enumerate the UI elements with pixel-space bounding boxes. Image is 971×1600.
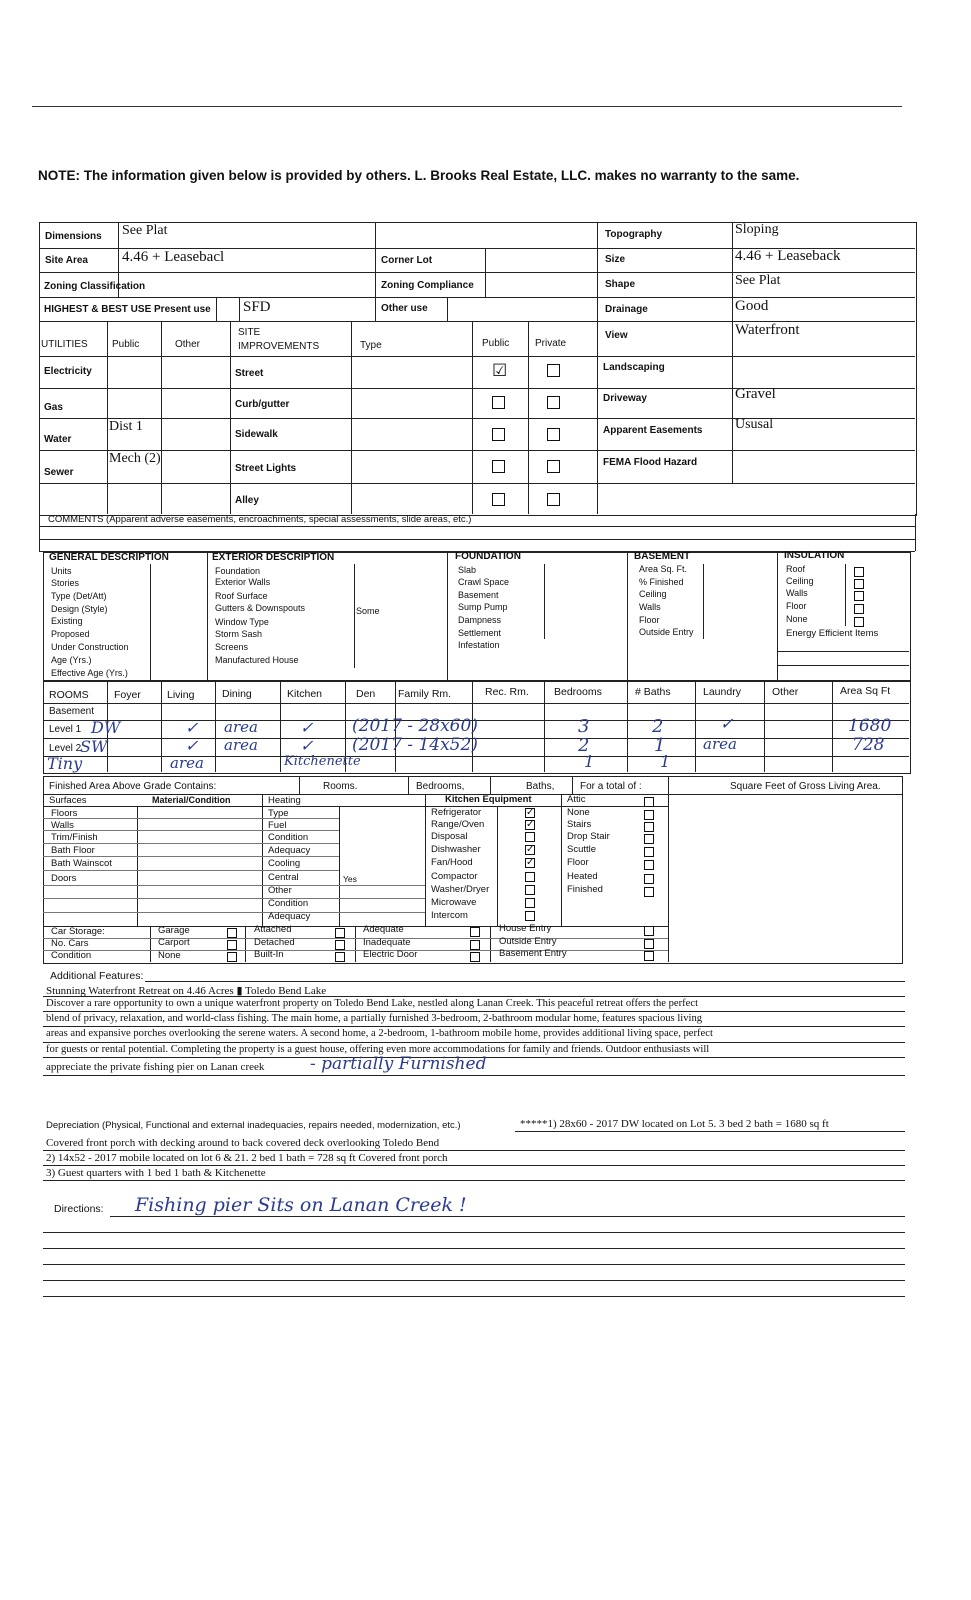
interior-item: Trim/Finish (51, 832, 98, 843)
kitchen-item: Dishwasher (431, 844, 481, 855)
kitchen-item: Microwave (431, 897, 477, 908)
tiny-baths: 1 (660, 752, 671, 771)
finished-label: Finished Area Above Grade Contains: (49, 781, 217, 792)
basement-item: Area Sq. Ft. (639, 564, 688, 574)
electricity-label: Electricity (44, 366, 92, 377)
level1-baths: 2 (652, 716, 664, 737)
driveway-label: Driveway (603, 393, 647, 404)
drainage-value: Good (735, 298, 769, 314)
corner-lot-label: Corner Lot (381, 255, 433, 266)
curb-private-checkbox[interactable] (547, 396, 560, 409)
level1-type: DW (91, 718, 121, 737)
water-label: Water (44, 434, 72, 445)
attic-heated-checkbox[interactable] (644, 874, 654, 884)
other-header: Other (772, 686, 799, 698)
attic-stairs-checkbox[interactable] (644, 822, 654, 832)
other-use-label: Other use (381, 303, 428, 314)
dishwasher-checkbox[interactable]: ✓ (526, 844, 535, 855)
exterior-item: Manufactured House (215, 655, 299, 665)
kitchen-title: Kitchen Equipment (445, 794, 532, 805)
area-header: Area Sq Ft (840, 685, 891, 697)
level2-kitchen: ✓ (300, 736, 314, 755)
tiny-bedrooms: 1 (584, 752, 595, 771)
car-entry: Outside Entry (499, 936, 557, 947)
laundry-header: Laundry (703, 686, 741, 698)
heating-item: Adequacy (268, 911, 311, 922)
interior-item: Walls (51, 820, 74, 831)
level2-laundry: area (703, 735, 737, 753)
rec-header: Rec. Rm. (485, 686, 529, 698)
exterior-title: EXTERIOR DESCRIPTION (212, 552, 335, 563)
additional-line: for guests or rental potential. Completing the property is a guest house, offering even more accommodations for family and friends. Outdoor enthusiasts will (46, 1044, 710, 1055)
exterior-item: Exterior Walls (215, 577, 271, 587)
tiny-living: area (170, 754, 204, 772)
insulation-none-checkbox[interactable] (854, 617, 864, 627)
rooms-header: ROOMS (49, 689, 89, 701)
insulation-ceiling-checkbox[interactable] (854, 579, 864, 589)
compactor-checkbox[interactable] (525, 872, 535, 882)
finished-baths: Baths, (526, 781, 555, 792)
adequate-checkbox[interactable] (470, 927, 480, 937)
additional-label: Additional Features: (50, 970, 144, 982)
depreciation-line: 3) Guest quarters with 1 bed 1 bath & Kitchenette (46, 1167, 266, 1179)
additional-line: Stunning Waterfront Retreat on 4.46 Acres ▮ Toledo Bend Lake (46, 985, 327, 997)
car-att: Detached (254, 937, 295, 948)
comments-label: COMMENTS (Apparent adverse easements, encroachments, special assessments, slide areas, etc.) (48, 514, 472, 525)
heating-item: Condition (268, 832, 309, 843)
street-public-checkbox[interactable]: ☑ (492, 361, 508, 380)
level2-bedrooms: 2 (578, 735, 590, 756)
foundation-item: Dampness (458, 615, 502, 625)
kitchen-item: Compactor (431, 871, 478, 882)
curb-public-checkbox[interactable] (492, 396, 505, 409)
attic-item: None (567, 807, 590, 818)
material-label: Material/Condition (152, 795, 231, 805)
attic-floor-checkbox[interactable] (644, 860, 654, 870)
tiny-label: Tiny (47, 754, 83, 773)
attic-item: Heated (567, 871, 598, 882)
hbu-value: SFD (243, 299, 271, 315)
depreciation-value: *****1) 28x60 - 2017 DW located on Lot 5. 3 bed 2 bath = 1680 sq ft (520, 1118, 829, 1130)
interior-item: Doors (51, 873, 77, 884)
top-rule (32, 106, 902, 107)
builtin-checkbox[interactable] (335, 952, 345, 962)
attic-item: Stairs (567, 819, 592, 830)
insulation-roof-checkbox[interactable] (854, 567, 864, 577)
heating-item: Type (268, 808, 289, 819)
dimensions-value: See Plat (122, 223, 168, 238)
attic-scuttle-checkbox[interactable] (644, 847, 654, 857)
additional-handwritten: - partially Furnished (310, 1054, 487, 1074)
fema-label: FEMA Flood Hazard (603, 457, 698, 468)
level1-dining: area (224, 718, 258, 736)
den-header: Den (356, 688, 376, 700)
utilities-header: UTILITIES (41, 339, 88, 350)
baths-header: # Baths (635, 686, 671, 698)
drainage-label: Drainage (605, 304, 648, 315)
site-improvements-header-2: IMPROVEMENTS (238, 341, 320, 352)
shape-value: See Plat (735, 273, 781, 288)
landscaping-label: Landscaping (603, 362, 665, 373)
public-header: Public (482, 338, 510, 349)
additional-line: appreciate the private fishing pier on Lanan creek (46, 1061, 265, 1073)
driveway-value: Gravel (735, 386, 776, 402)
directions-value: Fishing pier Sits on Lanan Creek ! (135, 1194, 467, 1216)
curb-label: Curb/gutter (235, 399, 290, 410)
foundation-item: Infestation (458, 640, 500, 650)
surfaces-label: Surfaces (49, 795, 87, 806)
microwave-checkbox[interactable] (525, 898, 535, 908)
depreciation-line: Covered front porch with decking around to back covered deck overlooking Toledo Bend (46, 1137, 440, 1149)
attic-none-checkbox[interactable] (644, 810, 654, 820)
kitchen-header: Kitchen (287, 688, 323, 700)
zoning-class-label: Zoning Classification (44, 281, 146, 292)
insulation-item: Walls (786, 588, 808, 598)
insulation-item: Roof (786, 564, 806, 574)
utilities-other-header: Other (175, 339, 201, 350)
attic-item: Attic (567, 794, 586, 805)
alley-private-checkbox[interactable] (547, 493, 560, 506)
attic-item: Scuttle (567, 844, 597, 855)
detached-checkbox[interactable] (335, 940, 345, 950)
hbu-label: HIGHEST & BEST USE Present use (44, 304, 211, 315)
shape-label: Shape (605, 279, 636, 290)
heating-item: Central (268, 872, 299, 883)
site-area-label: Site Area (45, 255, 88, 266)
level1-laundry: ✓ (720, 714, 734, 733)
car-att: Attached (254, 924, 292, 935)
topography-value: Sloping (735, 222, 779, 237)
size-label: Size (605, 254, 626, 265)
easements-label: Apparent Easements (603, 425, 703, 436)
car-adequacy: Electric Door (363, 949, 418, 960)
general-item: Design (Style) (51, 604, 108, 614)
general-item: Stories (51, 578, 80, 588)
site-area-value: 4.46 + Leasebacl (122, 249, 225, 265)
basement-item: % Finished (639, 577, 684, 587)
view-value: Waterfront (735, 322, 800, 338)
level2-area: 728 (852, 735, 885, 755)
disclaimer-note: NOTE: The information given below is provided by others. L. Brooks Real Estate, LLC. makes no warranty to the same. (38, 168, 800, 183)
house-entry-checkbox[interactable] (644, 926, 654, 936)
exterior-item: Screens (215, 642, 249, 652)
attic-item: Floor (567, 857, 589, 868)
bedrooms-header: Bedrooms (554, 686, 602, 698)
foundation-title: FOUNDATION (455, 551, 521, 562)
level1-den: (2017 - 28x60) (352, 716, 478, 736)
level2-living: ✓ (185, 736, 199, 755)
sewer-label: Sewer (44, 467, 74, 478)
level1-bedrooms: 3 (578, 716, 590, 737)
basement-row-label: Basement (49, 706, 95, 717)
energy-label: Energy Efficient Items (786, 628, 879, 639)
attached-checkbox[interactable] (335, 928, 345, 938)
street-lights-label: Street Lights (235, 463, 297, 474)
refrigerator-checkbox[interactable]: ✓ (526, 807, 535, 818)
basement-item: Outside Entry (639, 627, 694, 637)
general-item: Existing (51, 616, 83, 626)
private-header: Private (535, 338, 567, 349)
finished-bedrooms: Bedrooms, (416, 781, 465, 792)
topography-label: Topography (605, 229, 663, 240)
level2-den: (2017 - 14x52) (352, 735, 478, 755)
level1-area: 1680 (848, 716, 892, 736)
car-entry: Basement Entry (499, 948, 567, 959)
additional-line: Discover a rare opportunity to own a unique waterfront property on Toledo Bend Lake, nestled along Lanan Creek. This peaceful retreat offers the perfect (46, 998, 699, 1009)
sidewalk-public-checkbox[interactable] (492, 428, 505, 441)
view-label: View (605, 330, 628, 341)
electric-door-checkbox[interactable] (470, 952, 480, 962)
foundation-item: Basement (458, 590, 499, 600)
heating-item: Other (268, 885, 292, 896)
heating-item: Adequacy (268, 845, 311, 856)
car-type: Carport (158, 937, 190, 948)
exterior-some-value: Some (356, 606, 380, 616)
directions-label: Directions: (54, 1203, 104, 1215)
dining-header: Dining (222, 688, 252, 700)
general-item: Effective Age (Yrs.) (51, 668, 128, 678)
water-value: Dist 1 (109, 419, 143, 434)
kitchen-item: Washer/Dryer (431, 884, 490, 895)
foundation-item: Sump Pump (458, 602, 508, 612)
level2-label: Level 2 (49, 743, 82, 754)
street-label: Street (235, 368, 264, 379)
level2-baths: 1 (654, 735, 666, 756)
foundation-item: Settlement (458, 628, 502, 638)
garage-checkbox[interactable] (227, 928, 237, 938)
interior-item: Bath Wainscot (51, 858, 112, 869)
living-header: Living (167, 689, 195, 701)
basement-item: Ceiling (639, 589, 667, 599)
attic-item: Finished (567, 884, 603, 895)
basement-title: BASEMENT (634, 551, 691, 562)
exterior-item: Window Type (215, 617, 269, 627)
finished-sqft: Square Feet of Gross Living Area. (730, 781, 881, 792)
general-item: Type (Det/Att) (51, 591, 107, 601)
exterior-item: Storm Sash (215, 629, 263, 639)
carport-checkbox[interactable] (227, 940, 237, 950)
kitchen-item: Range/Oven (431, 819, 485, 830)
car-type: None (158, 950, 181, 961)
attic-drop-checkbox[interactable] (644, 834, 654, 844)
heating-item: Fuel (268, 820, 287, 831)
general-item: Units (51, 566, 72, 576)
interior-item: Floors (51, 808, 78, 819)
central-value: Yes (343, 874, 357, 884)
car-att: Built-In (254, 949, 284, 960)
zoning-compliance-label: Zoning Compliance (381, 280, 474, 291)
additional-line: areas and expansive porches overlooking the serene waters. A second home, a 2-bedroom, 1-bathroom mobile home, provides additional living space, perfect (46, 1028, 713, 1039)
additional-line: blend of privacy, relaxation, and world-class fishing. The main home, a partially furnished 3-bedroom, 2-bathroom modular home, features spacious living (46, 1013, 703, 1024)
kitchen-item: Fan/Hood (431, 857, 473, 868)
basement-item: Walls (639, 602, 661, 612)
insulation-item: Floor (786, 601, 807, 611)
exterior-item: Foundation (215, 566, 261, 576)
depreciation-line: 2) 14x52 - 2017 mobile located on lot 6 & 21. 2 bed 1 bath = 728 sq ft Covered front porch (46, 1152, 448, 1164)
street-private-checkbox[interactable] (547, 364, 560, 377)
car-item: Condition (51, 950, 92, 961)
foundation-item: Crawl Space (458, 577, 510, 587)
tiny-kitchen: Kitchenette (284, 754, 361, 769)
insulation-walls-checkbox[interactable] (854, 591, 864, 601)
level2-type: SW (80, 737, 108, 756)
general-item: Under Construction (51, 642, 129, 652)
sewer-value: Mech (2) (109, 451, 161, 466)
level1-label: Level 1 (49, 724, 82, 735)
level1-kitchen: ✓ (300, 718, 314, 737)
attic-finished-checkbox[interactable] (644, 887, 654, 897)
kitchen-item: Refrigerator (431, 807, 482, 818)
insulation-floor-checkbox[interactable] (854, 604, 864, 614)
car-type: Garage (158, 925, 190, 936)
car-item: No. Cars (51, 938, 89, 949)
intercom-checkbox[interactable] (525, 911, 535, 921)
basement-entry-checkbox[interactable] (644, 951, 654, 961)
finished-rooms: Rooms. (323, 781, 358, 792)
gas-label: Gas (44, 402, 63, 413)
car-adequacy: Inadequate (363, 937, 411, 948)
alley-label: Alley (235, 495, 259, 506)
inadequate-checkbox[interactable] (470, 940, 480, 950)
site-improvements-header: SITE (238, 327, 261, 338)
level2-dining: area (224, 736, 258, 754)
insulation-item: None (786, 614, 808, 624)
general-item: Proposed (51, 629, 90, 639)
none-checkbox[interactable] (227, 952, 237, 962)
fanhood-checkbox[interactable]: ✓ (526, 857, 535, 868)
alley-public-checkbox[interactable] (492, 493, 505, 506)
heating-item: Heating (268, 795, 301, 806)
disposal-checkbox[interactable] (525, 832, 535, 842)
level1-living: ✓ (185, 718, 199, 737)
exterior-item: Gutters & Downspouts (215, 603, 306, 613)
insulation-item: Ceiling (786, 576, 814, 586)
foundation-item: Slab (458, 565, 477, 575)
attic-checkbox[interactable] (644, 797, 654, 807)
family-header: Family Rm. (398, 688, 452, 700)
heating-item: Condition (268, 898, 309, 909)
finished-total: For a total of : (580, 781, 642, 792)
size-value: 4.46 + Leaseback (735, 248, 841, 264)
sidewalk-label: Sidewalk (235, 429, 278, 440)
interior-item: Bath Floor (51, 845, 95, 856)
heating-item: Cooling (268, 858, 301, 869)
attic-item: Drop Stair (567, 831, 610, 842)
foyer-header: Foyer (114, 689, 141, 701)
insulation-title: INSULATION (784, 550, 845, 561)
lights-private-checkbox[interactable] (547, 460, 560, 473)
car-adequacy: Adequate (363, 924, 404, 935)
kitchen-item: Intercom (431, 910, 468, 921)
type-header: Type (360, 340, 382, 351)
lights-public-checkbox[interactable] (492, 460, 505, 473)
dimensions-label: Dimensions (45, 231, 102, 242)
car-entry: House Entry (499, 923, 552, 934)
general-title: GENERAL DESCRIPTION (49, 552, 169, 563)
outside-entry-checkbox[interactable] (644, 939, 654, 949)
easements-value: Ususal (735, 417, 774, 432)
sidewalk-private-checkbox[interactable] (547, 428, 560, 441)
kitchen-item: Disposal (431, 831, 468, 842)
washer-checkbox[interactable] (525, 885, 535, 895)
general-item: Age (Yrs.) (51, 655, 92, 665)
exterior-item: Roof Surface (215, 591, 268, 601)
car-item: Car Storage: (51, 926, 105, 937)
basement-item: Floor (639, 615, 660, 625)
range-checkbox[interactable]: ✓ (526, 819, 535, 830)
depreciation-label: Depreciation (Physical, Functional and external inadequacies, repairs needed, modernization, etc.) (46, 1120, 461, 1131)
utilities-public-header: Public (112, 339, 140, 350)
